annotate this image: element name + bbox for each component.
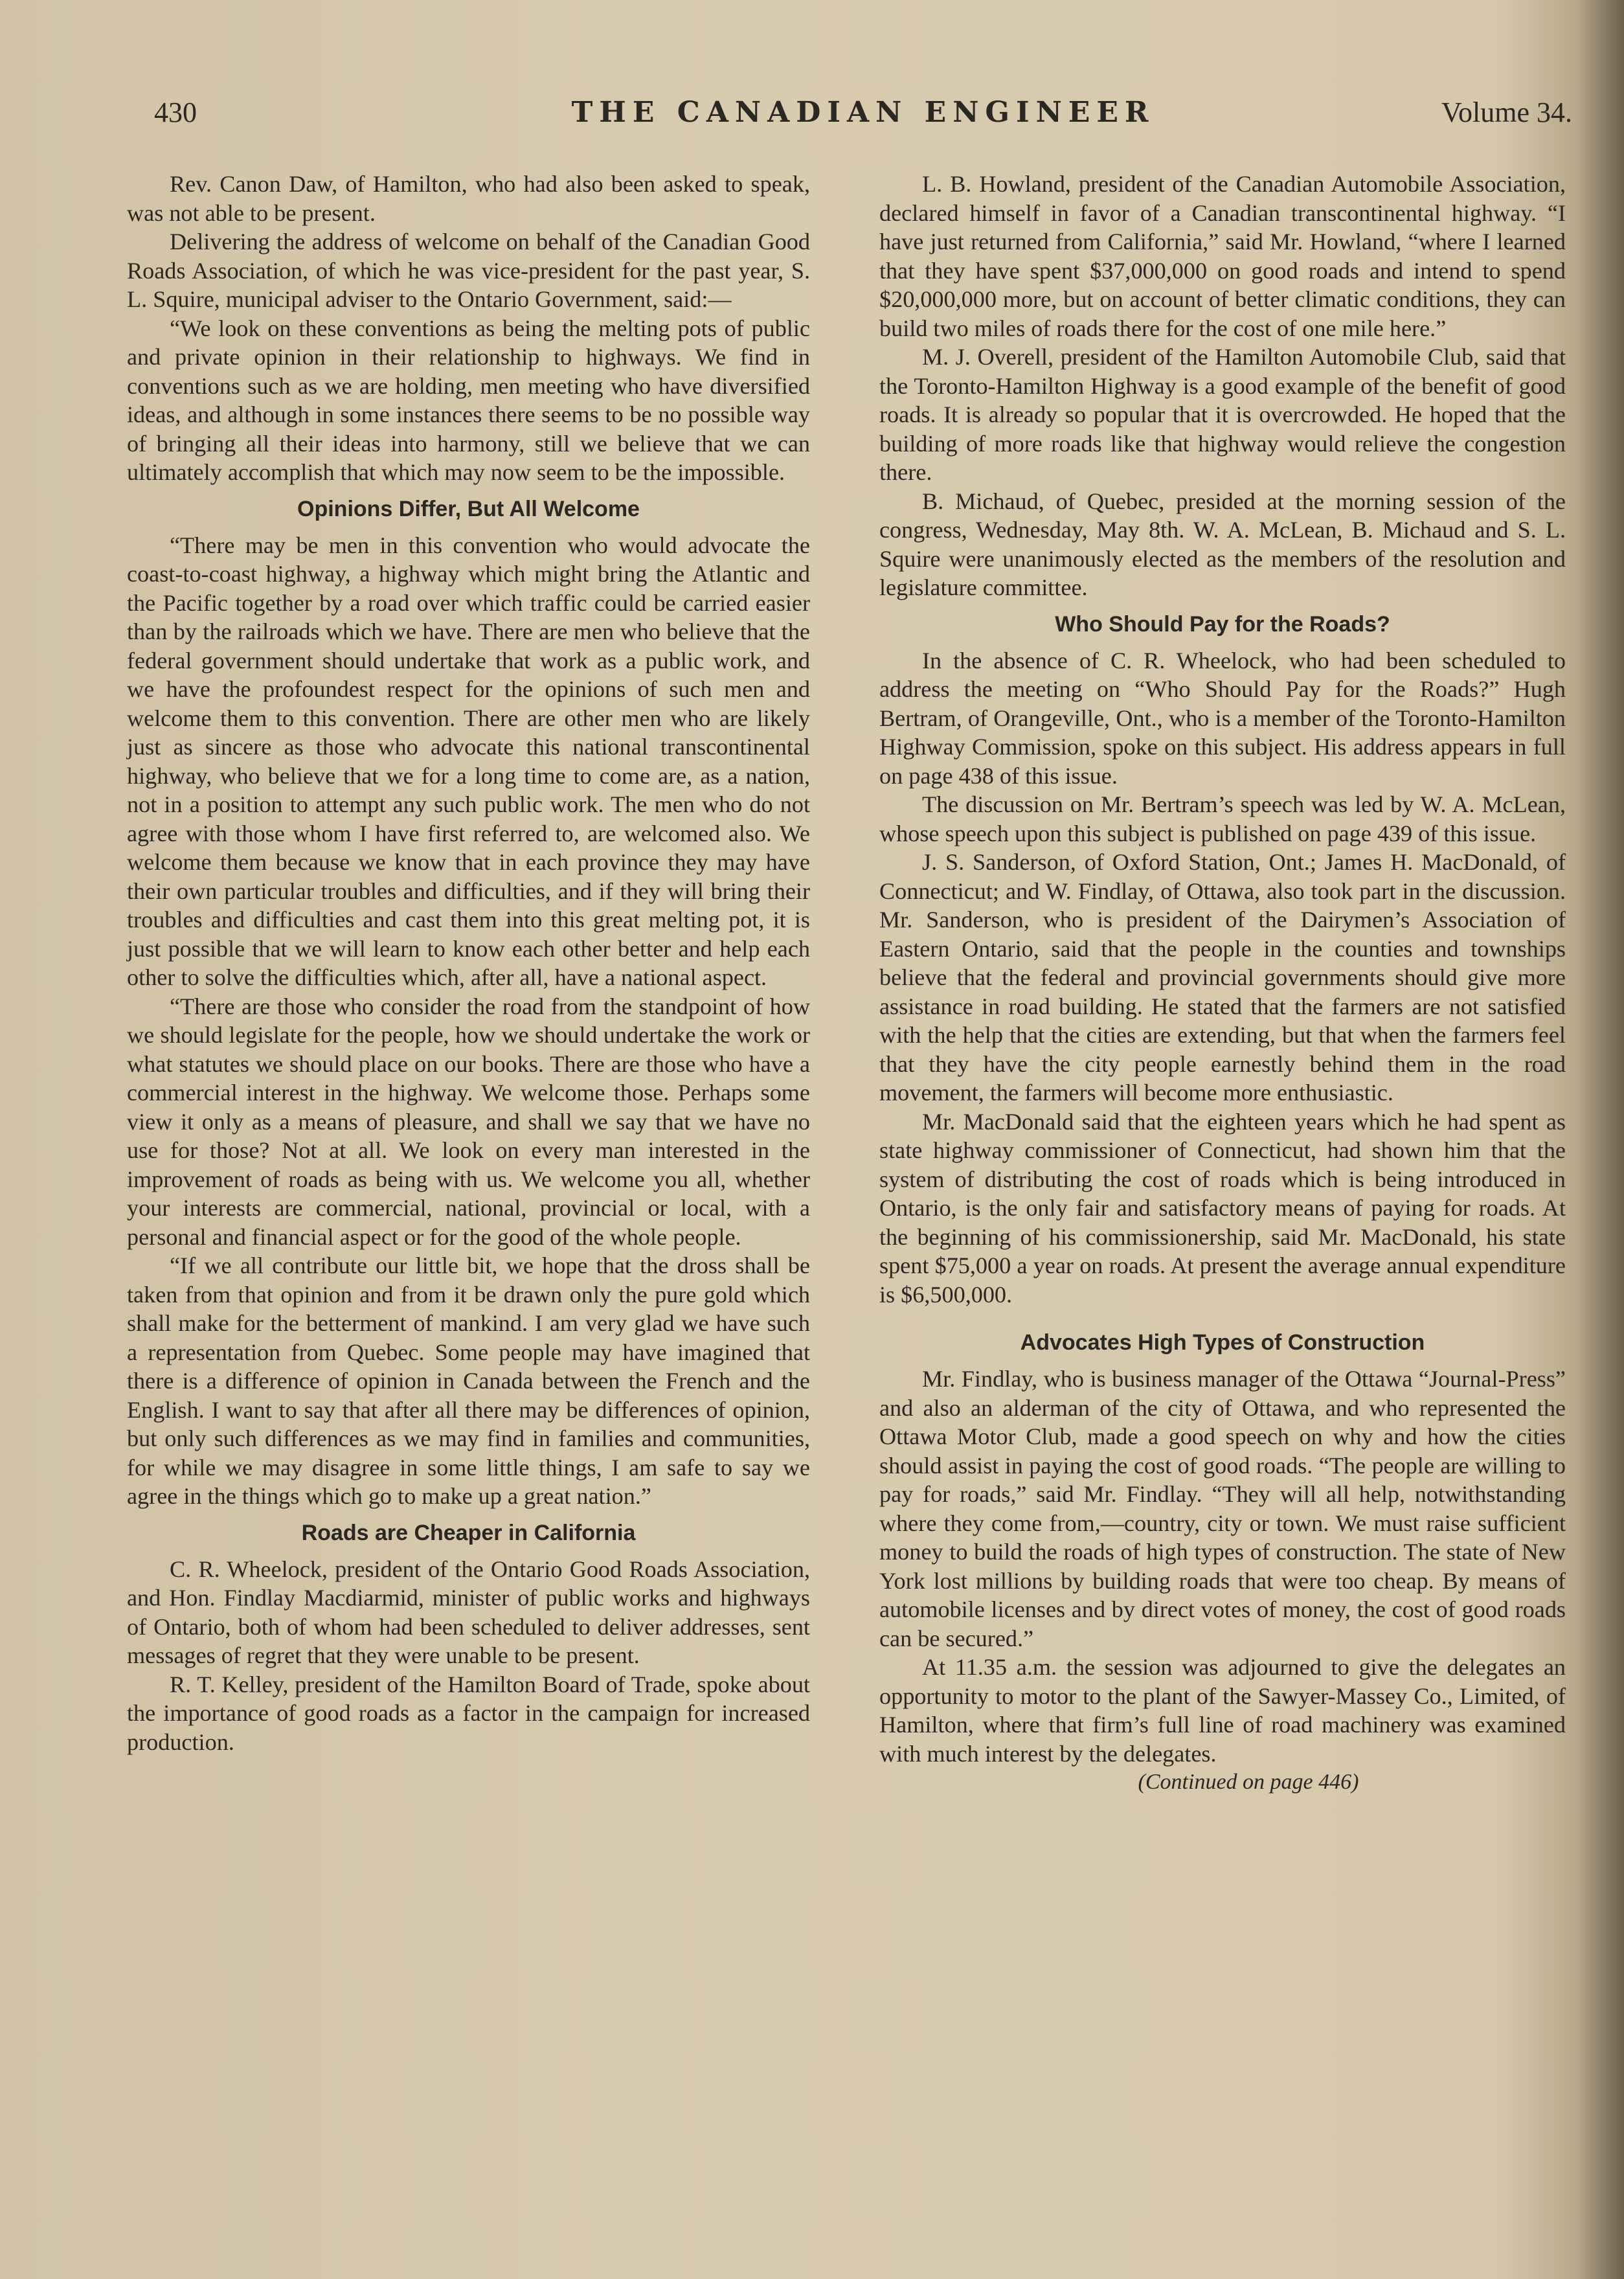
- continued-text: (Continued on page 446): [1138, 1770, 1359, 1794]
- section-heading: Advocates High Types of Construction: [1020, 1330, 1425, 1355]
- section-heading: Who Should Pay for the Roads?: [1055, 611, 1390, 637]
- paragraph: C. R. Wheelock, president of the Ontario Good Roads Association, and Hon. Findlay Macdiarmid, minister of public works and highways of Ontario, both of whom had been scheduled to deliver addresses, sent messages of regret that they were unable to be present.: [127, 1556, 810, 1668]
- paragraph: M. J. Overell, president of the Hamilton Automobile Club, said that the Toronto-Hamilton Highway is a good example of the benefit of good roads. It is already so popular that it is overcrowded. He hoped that the building of more roads like that highway would relieve the congestion there.: [879, 344, 1566, 485]
- paragraph: B. Michaud, of Quebec, presided at the morning session of the congress, Wednesday, May 8th. W. A. McLean, B. Michaud and S. L. Squire were unanimously elected as the members of the resolution and legislature committee.: [879, 488, 1566, 600]
- paragraph: “There may be men in this convention who would advocate the coast-to-coast highway, a highway which might bring the Atlantic and the Pacific together by a road over which traffic could be carried easier than by the railroads which we have. There are men who believe that the federal government should undertake that work as a public work, and we have the profoundest respect for the opinions of such men and welcome them to this convention. There are other men who are likely just as sincere as those who advocate this national transcontinental highway, who believe that we for a long time to come are, as a nation, not in a position to attempt any such public work. The men who do not agree with those whom I have first referred to, are welcomed also. We welcome them because we know that in each province they may have their own particular troubles and difficulties, and if they will bring their troubles and difficulties and cast them into this great melting pot, it is just possible that we will learn to know each other better and help each other to solve the difficulties which, after all, have a national aspect.: [127, 532, 810, 990]
- paragraph: Delivering the address of welcome on behalf of the Canadian Good Roads Association, of which he was vice-president for the past year, S. L. Squire, municipal adviser to the Ontario Government, said:—: [127, 229, 810, 312]
- paragraph: “There are those who consider the road from the standpoint of how we should legislate for the people, how we should undertake the work or what statutes we should place on our books. There are those who have a commercial interest in the highway. We welcome those. Perhaps some view it only as a means of pleasure, and shall we say that we have no use for those? Not at all. We look on every man interested in the improvement of roads as being with us. We welcome you all, whether your interests are commercial, national, provincial or local, with a personal and financial aspect or for the good of the whole people.: [127, 993, 810, 1250]
- paragraph: “If we all contribute our little bit, we hope that the dross shall be taken from that opinion and from it be drawn only the pure gold which shall make for the betterment of mankind. I am very glad we have such a representation from Quebec. Some people may have imagined that there is a difference of opinion in Canada between the French and the English. I want to say that after all there may be differences of opinion, but only such differences as we may find in families and communities, for while we may disagree in some little things, I am safe to say we agree in the things which go to make up a great nation.”: [127, 1253, 810, 1509]
- paragraph: In the absence of C. R. Wheelock, who had been scheduled to address the meeting on “Who Should Pay for the Roads?” Hugh Bertram, of Orangeville, Ont., who is a member of the Toronto-Hamilton Highway Commission, spoke on this subject. His address appears in full on page 438 of this issue.: [879, 647, 1566, 789]
- volume-label: Volume 34.: [1441, 96, 1572, 128]
- paragraph: J. S. Sanderson, of Oxford Station, Ont.; James H. MacDonald, of Connecticut; and W. Findlay, of Ottawa, also took part in the discussion. Mr. Sanderson, who is president of the Dairymen’s Association of Eastern Ontario, said that the people in the counties and townships believe that the federal and provincial governments should give more assistance in road building. He stated that the farmers are not satisfied with the help that the cities are extending, but that when the farmers feel that they have the city people earnestly behind them in the road movement, the farmers will become more enthusiastic.: [879, 849, 1566, 1105]
- left-column: [127, 170, 810, 1756]
- paragraph: At 11.35 a.m. the session was adjourned to give the delegates an opportunity to motor to the plant of the Sawyer-Massey Co., Limited, of Hamilton, where that firm’s full line of road machinery was examined with much interest by the delegates.: [879, 1654, 1566, 1767]
- paragraph: Mr. MacDonald said that the eighteen years which he had spent as state highway commissioner of Connecticut, had shown him that the system of distributing the cost of roads which is being introduced in Ontario, is the only fair and satisfactory means of paying for roads. At the beginning of his commissionership, said Mr. MacDonald, his state spent $75,000 a year on roads. At present the average annual expenditure is $6,500,000.: [879, 1108, 1566, 1308]
- section-heading: Opinions Differ, But All Welcome: [297, 496, 640, 521]
- section-heading: Roads are Cheaper in California: [301, 1520, 636, 1545]
- paragraph: L. B. Howland, president of the Canadian Automobile Association, declared himself in favor of a Canadian transcontinental highway. “I have just returned from California,” said Mr. Howland, “where I learned that they have spent $37,000,000 on good roads and intend to spend $20,000,000 more, but on account of better climatic conditions, they can build two miles of roads there for the cost of one mile here.”: [879, 171, 1566, 341]
- running-header: [154, 96, 1572, 135]
- journal-title: THE CANADIAN ENGINEER: [571, 96, 1155, 129]
- page-number: 430: [154, 96, 197, 128]
- paragraph: Rev. Canon Daw, of Hamilton, who had also been asked to speak, was not able to be present.: [127, 171, 810, 226]
- right-column: [879, 170, 1566, 1797]
- paragraph: Mr. Findlay, who is business manager of the Ottawa “Journal-Press” and also an alderman of the city of Ottawa, and who represented the Ottawa Motor Club, made a good speech on why and how the cities should assist in paying the cost of good roads. “The people are willing to pay for roads,” said Mr. Findlay. “They will all help, notwithstanding where they come from,—country, city or town. We must raise sufficient money to build the roads of high types of construction. The state of New York lost millions by building roads that were too cheap. By means of automobile licenses and by direct votes of money, the cost of good roads can be secured.”: [879, 1366, 1566, 1651]
- paragraph: The discussion on Mr. Bertram’s speech was led by W. A. McLean, whose speech upon this subject is published on page 439 of this issue.: [879, 791, 1566, 846]
- paragraph: “We look on these conventions as being the melting pots of public and private opinion in their relationship to highways. We find in conventions such as we are holding, men meeting who have diversified ideas, and although in some instances there seems to be no possible way of bringing all their ideas into harmony, still we believe that we can ultimately accomplish that which may now seem to be the impossible.: [127, 315, 810, 485]
- continued-note: [879, 1768, 1566, 1797]
- paragraph: R. T. Kelley, president of the Hamilton Board of Trade, spoke about the importance of good roads as a factor in the campaign for increased production.: [127, 1671, 810, 1755]
